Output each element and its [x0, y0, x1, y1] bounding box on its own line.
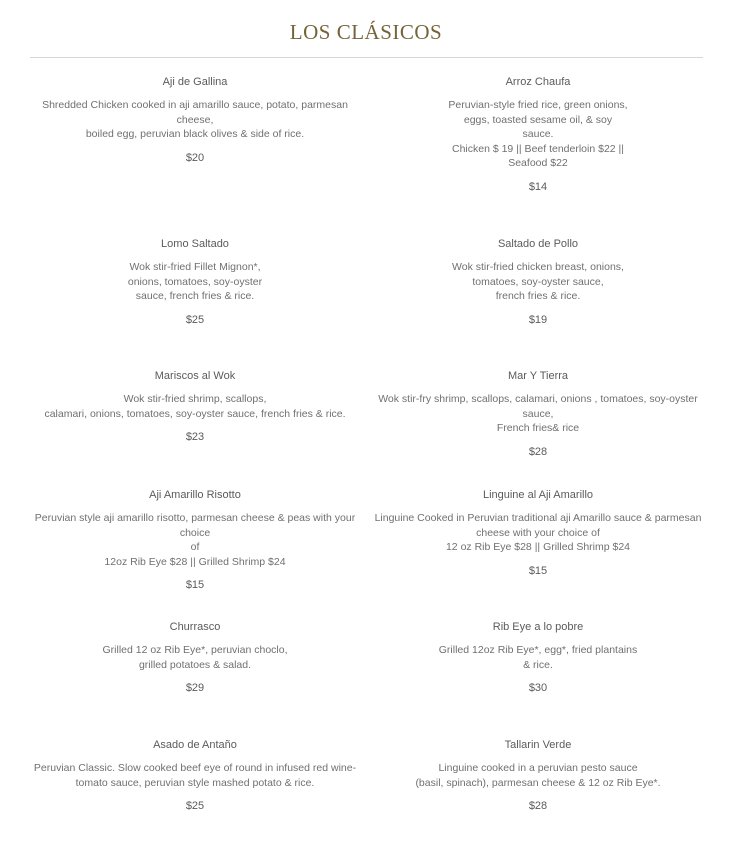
item-price: $25 — [185, 800, 205, 812]
menu-item-linguine-al-aji-amarillo — [370, 488, 706, 578]
section-title: LOS CLÁSICOS — [289, 20, 443, 44]
item-price: $30 — [528, 682, 548, 694]
item-name: Asado de Antaño — [153, 739, 237, 751]
item-description: Wok stir-fried shrimp, scallops, calamari, onions, tomatoes, soy-oyster sauce, french fries & rice. — [44, 393, 346, 420]
item-name: Tallarin Verde — [504, 739, 572, 751]
item-name: Lomo Saltado — [161, 238, 229, 250]
item-description: Wok stir-fried chicken breast, onions, tomatoes, soy-oyster sauce, french fries & rice. — [452, 261, 624, 302]
menu-item-tallarin-verde — [370, 738, 706, 814]
item-price: $23 — [185, 431, 205, 443]
item-name: Saltado de Pollo — [497, 238, 579, 250]
item-description: Peruvian Classic. Slow cooked beef eye of round in infused red wine- tomato sauce, peruvian style mashed potato & rice. — [33, 762, 357, 789]
item-name: Churrasco — [169, 621, 221, 633]
item-description: Grilled 12 oz Rib Eye*, peruvian choclo, grilled potatoes & salad. — [102, 644, 288, 671]
item-description: Wok stir-fried Fillet Mignon*, onions, tomatoes, soy-oyster sauce, french fries & rice. — [127, 261, 263, 302]
item-description: Linguine cooked in a peruvian pesto sauce (basil, spinach), parmesan cheese & 12 oz Rib Eye*. — [415, 762, 661, 789]
title-divider — [30, 57, 703, 58]
item-price: $28 — [528, 800, 548, 812]
menu-item-lomo-saltado — [27, 237, 363, 327]
item-price: $15 — [528, 564, 548, 577]
menu-item-aji-de-gallina — [27, 75, 363, 165]
item-price: $29 — [185, 682, 205, 694]
menu-item-asado-de-antano — [27, 738, 363, 814]
item-name: Mariscos al Wok — [154, 370, 236, 382]
item-price: $28 — [528, 445, 548, 458]
item-name: Aji Amarillo Risotto — [149, 489, 241, 501]
item-description: Shredded Chicken cooked in aji amarillo sauce, potato, parmesan cheese, boiled egg, peruvian black olives & side of rice. — [42, 99, 348, 140]
menu-item-mar-y-tierra — [370, 369, 706, 459]
item-price: $25 — [185, 313, 205, 326]
menu-item-rib-eye-a-lo-pobre — [370, 620, 706, 696]
item-description: Peruvian style aji amarillo risotto, parmesan cheese & peas with your choice of 12oz Rib Eye $28 || Grilled Shrimp $24 — [34, 512, 356, 568]
menu-item-arroz-chaufa — [370, 75, 706, 194]
menu-item-churrasco — [27, 620, 363, 696]
item-name: Mar Y Tierra — [507, 370, 569, 382]
menu-item-aji-amarillo-risotto — [27, 488, 363, 593]
item-price: $19 — [528, 313, 548, 326]
item-description: Wok stir-fry shrimp, scallops, calamari, onions , tomatoes, soy-oyster sauce, French fries& rice — [378, 393, 698, 434]
item-name: Aji de Gallina — [162, 76, 228, 88]
menu-item-saltado-de-pollo — [370, 237, 706, 327]
item-price: $20 — [185, 151, 205, 164]
item-name: Arroz Chaufa — [505, 76, 571, 88]
item-name: Linguine al Aji Amarillo — [482, 489, 594, 501]
menu-item-mariscos-al-wok — [27, 369, 363, 445]
item-description: Peruvian-style fried rice, green onions, eggs, toasted sesame oil, & soy sauce. Chicken $ 19 || Beef tenderloin $22 || Seafood $22 — [448, 99, 628, 169]
item-description: Linguine Cooked in Peruvian traditional aji Amarillo sauce & parmesan cheese with your choice of 12 oz Rib Eye $28 || Grilled Shrimp $24 — [374, 512, 702, 553]
item-price: $15 — [185, 579, 205, 591]
item-name: Rib Eye a lo pobre — [492, 621, 584, 633]
item-price: $14 — [528, 180, 548, 193]
item-description: Grilled 12oz Rib Eye*, egg*, fried plantains & rice. — [438, 644, 638, 671]
